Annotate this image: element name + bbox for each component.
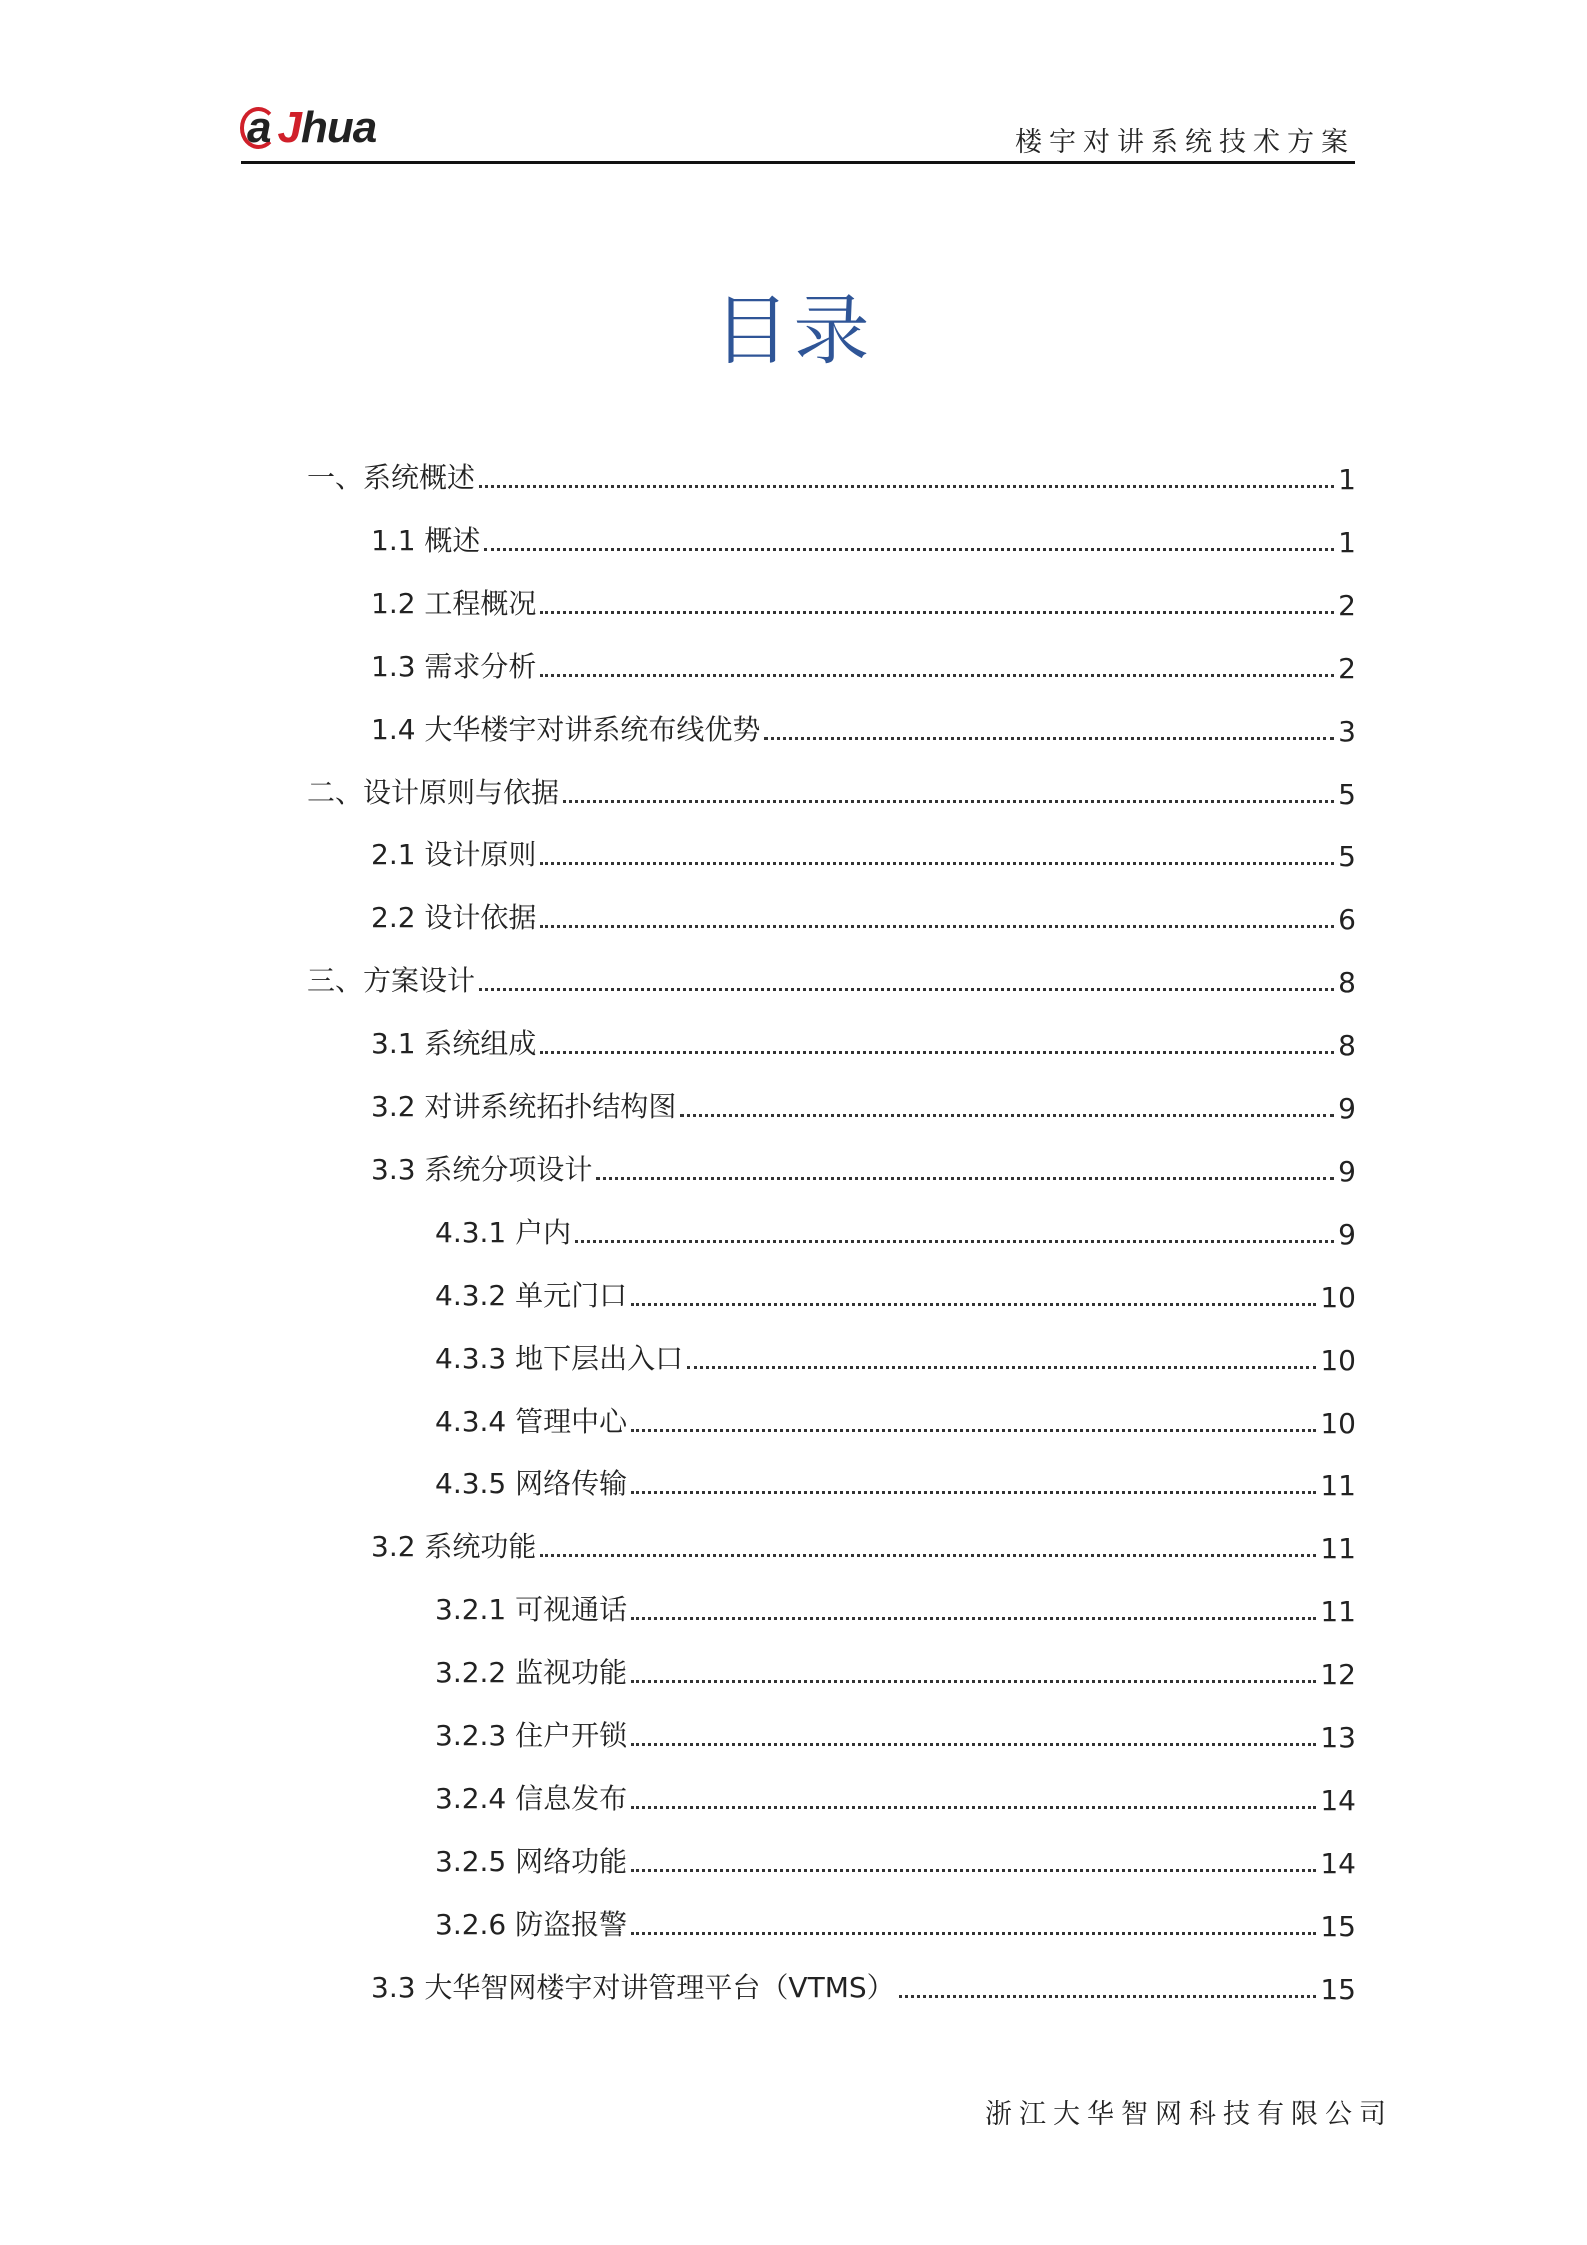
toc-entry-label: 1.4 大华楼宇对讲系统布线优势: [371, 712, 761, 746]
toc-entry-label: 三、方案设计: [307, 964, 476, 998]
toc-entry[interactable]: [371, 833, 1356, 873]
toc-entry[interactable]: [435, 1903, 1356, 1943]
toc-page-number: 8: [1338, 966, 1356, 1000]
toc-page-number: 13: [1320, 1721, 1356, 1754]
toc-page-number: 11: [1320, 1595, 1356, 1629]
toc-entry-label: 3.3 大华智网楼宇对讲管理平台（VTMS）: [371, 1970, 895, 2004]
toc-entry[interactable]: [435, 1651, 1356, 1691]
toc-entry-label: 3.2.2 监视功能: [435, 1656, 628, 1690]
toc-entry[interactable]: [435, 1588, 1356, 1628]
toc-leader-dots: [575, 1240, 1334, 1243]
toc-leader-dots: [540, 862, 1334, 865]
toc-entry-label: 1.3 需求分析: [371, 649, 537, 683]
toc-entry[interactable]: [435, 1462, 1356, 1502]
toc-leader-dots: [631, 1429, 1316, 1432]
toc-entry[interactable]: [435, 1337, 1356, 1377]
toc-leader-dots: [687, 1366, 1316, 1369]
toc-page-number: 1: [1338, 463, 1356, 496]
toc-leader-dots: [540, 611, 1334, 614]
toc-leader-dots: [631, 1806, 1316, 1809]
footer-company: 浙江大华智网科技有限公司: [985, 2099, 1393, 2130]
toc-entry-label: 3.2.5 网络功能: [435, 1844, 628, 1878]
toc-entry-label: 一、系统概述: [307, 461, 476, 494]
toc-entry[interactable]: [371, 1022, 1356, 1062]
toc-leader-dots: [540, 1051, 1334, 1054]
toc-entry[interactable]: [435, 1840, 1356, 1880]
toc-entry[interactable]: [435, 1714, 1356, 1754]
toc-leader-dots: [563, 800, 1334, 803]
toc-page-number: 6: [1338, 903, 1356, 937]
toc-leader-dots: [631, 1680, 1316, 1683]
toc-entry[interactable]: [307, 959, 1356, 999]
toc-entry[interactable]: [307, 456, 1356, 496]
toc-leader-dots: [540, 674, 1334, 677]
toc-page-number: 9: [1338, 1217, 1356, 1251]
toc-page-number: 12: [1320, 1658, 1356, 1692]
toc-entry[interactable]: [371, 582, 1356, 622]
toc-leader-dots: [484, 548, 1334, 551]
toc-page-number: 14: [1320, 1846, 1356, 1880]
toc-entry-label: 3.2.3 住户开锁: [435, 1719, 628, 1752]
toc-page-number: 1: [1338, 525, 1356, 559]
toc-page-number: 2: [1338, 588, 1356, 622]
toc-entry[interactable]: [371, 519, 1356, 559]
toc-leader-dots: [764, 737, 1334, 740]
toc-page-number: 2: [1338, 651, 1356, 685]
toc-page-number: 10: [1320, 1406, 1356, 1440]
toc-entry-label: 3.2.4 信息发布: [435, 1781, 628, 1815]
toc-page-number: 5: [1338, 777, 1356, 811]
toc-page-number: 8: [1338, 1029, 1356, 1063]
toc-page-number: 9: [1338, 1092, 1356, 1125]
header-rule: [241, 161, 1355, 164]
toc-page-number: 15: [1320, 1972, 1356, 2006]
toc-entry-label: 4.3.1 户内: [435, 1215, 572, 1249]
toc-entry[interactable]: [435, 1400, 1356, 1440]
toc-page-number: 14: [1320, 1783, 1356, 1817]
toc-entry-label: 3.3 系统分项设计: [371, 1152, 593, 1186]
toc-entry[interactable]: [371, 1525, 1356, 1565]
toc-leader-dots: [540, 1554, 1316, 1557]
toc-leader-dots: [899, 1995, 1317, 1998]
page-title: 目录: [713, 286, 874, 375]
toc-page-number: 9: [1338, 1154, 1356, 1188]
toc-leader-dots: [631, 1303, 1316, 1306]
toc-entry-label: 2.2 设计依据: [371, 901, 537, 935]
dahua-logo: a J hua: [240, 106, 376, 150]
toc-entry[interactable]: [371, 1966, 1356, 2006]
toc-entry-label: 4.3.5 网络传输: [435, 1467, 628, 1501]
toc-entry-label: 3.2.6 防盗报警: [435, 1907, 628, 1941]
toc-entry-label: 4.3.3 地下层出入口: [435, 1341, 684, 1375]
toc-entry-label: 2.1 设计原则: [371, 838, 537, 872]
toc-leader-dots: [680, 1114, 1334, 1117]
toc-entry-label: 4.3.2 单元门口: [435, 1278, 628, 1312]
toc-page-number: 11: [1320, 1469, 1356, 1503]
toc-leader-dots: [631, 1743, 1316, 1746]
toc-entry-label: 1.2 工程概况: [371, 586, 537, 620]
toc-entry-label: 3.2.1 可视通话: [435, 1593, 628, 1627]
toc-entry-label: 3.2 对讲系统拓扑结构图: [371, 1090, 677, 1123]
toc-page-number: 11: [1320, 1532, 1356, 1566]
toc-page-number: 10: [1320, 1280, 1356, 1314]
toc-entry-label: 1.1 概述: [371, 523, 481, 557]
header-title: 楼宇对讲系统技术方案: [1015, 127, 1355, 158]
toc-leader-dots: [631, 1869, 1316, 1872]
toc-leader-dots: [631, 1491, 1316, 1494]
toc-entry-label: 3.2 系统功能: [371, 1530, 537, 1564]
toc-page-number: 5: [1338, 840, 1356, 874]
toc-entry[interactable]: [371, 645, 1356, 685]
toc-entry[interactable]: [371, 708, 1356, 748]
toc-leader-dots: [631, 1932, 1316, 1935]
toc-entry[interactable]: [307, 771, 1356, 811]
toc-leader-dots: [596, 1177, 1334, 1180]
toc-leader-dots: [479, 485, 1334, 488]
toc-entry-label: 4.3.4 管理中心: [435, 1404, 628, 1438]
toc-leader-dots: [479, 988, 1334, 991]
toc-leader-dots: [631, 1617, 1316, 1620]
toc-entry[interactable]: [435, 1777, 1356, 1817]
toc-entry[interactable]: [371, 896, 1356, 936]
toc-page-number: 15: [1320, 1909, 1356, 1943]
toc-entry[interactable]: [371, 1085, 1356, 1125]
toc-entry[interactable]: [371, 1148, 1356, 1188]
toc-page-number: 3: [1338, 714, 1356, 748]
toc-page-number: 10: [1320, 1343, 1356, 1377]
toc-entry-label: 3.1 系统组成: [371, 1027, 537, 1061]
toc-entry[interactable]: [435, 1211, 1356, 1251]
toc-entry-label: 二、设计原则与依据: [307, 775, 560, 809]
toc-leader-dots: [540, 925, 1334, 928]
toc-entry[interactable]: [435, 1274, 1356, 1314]
